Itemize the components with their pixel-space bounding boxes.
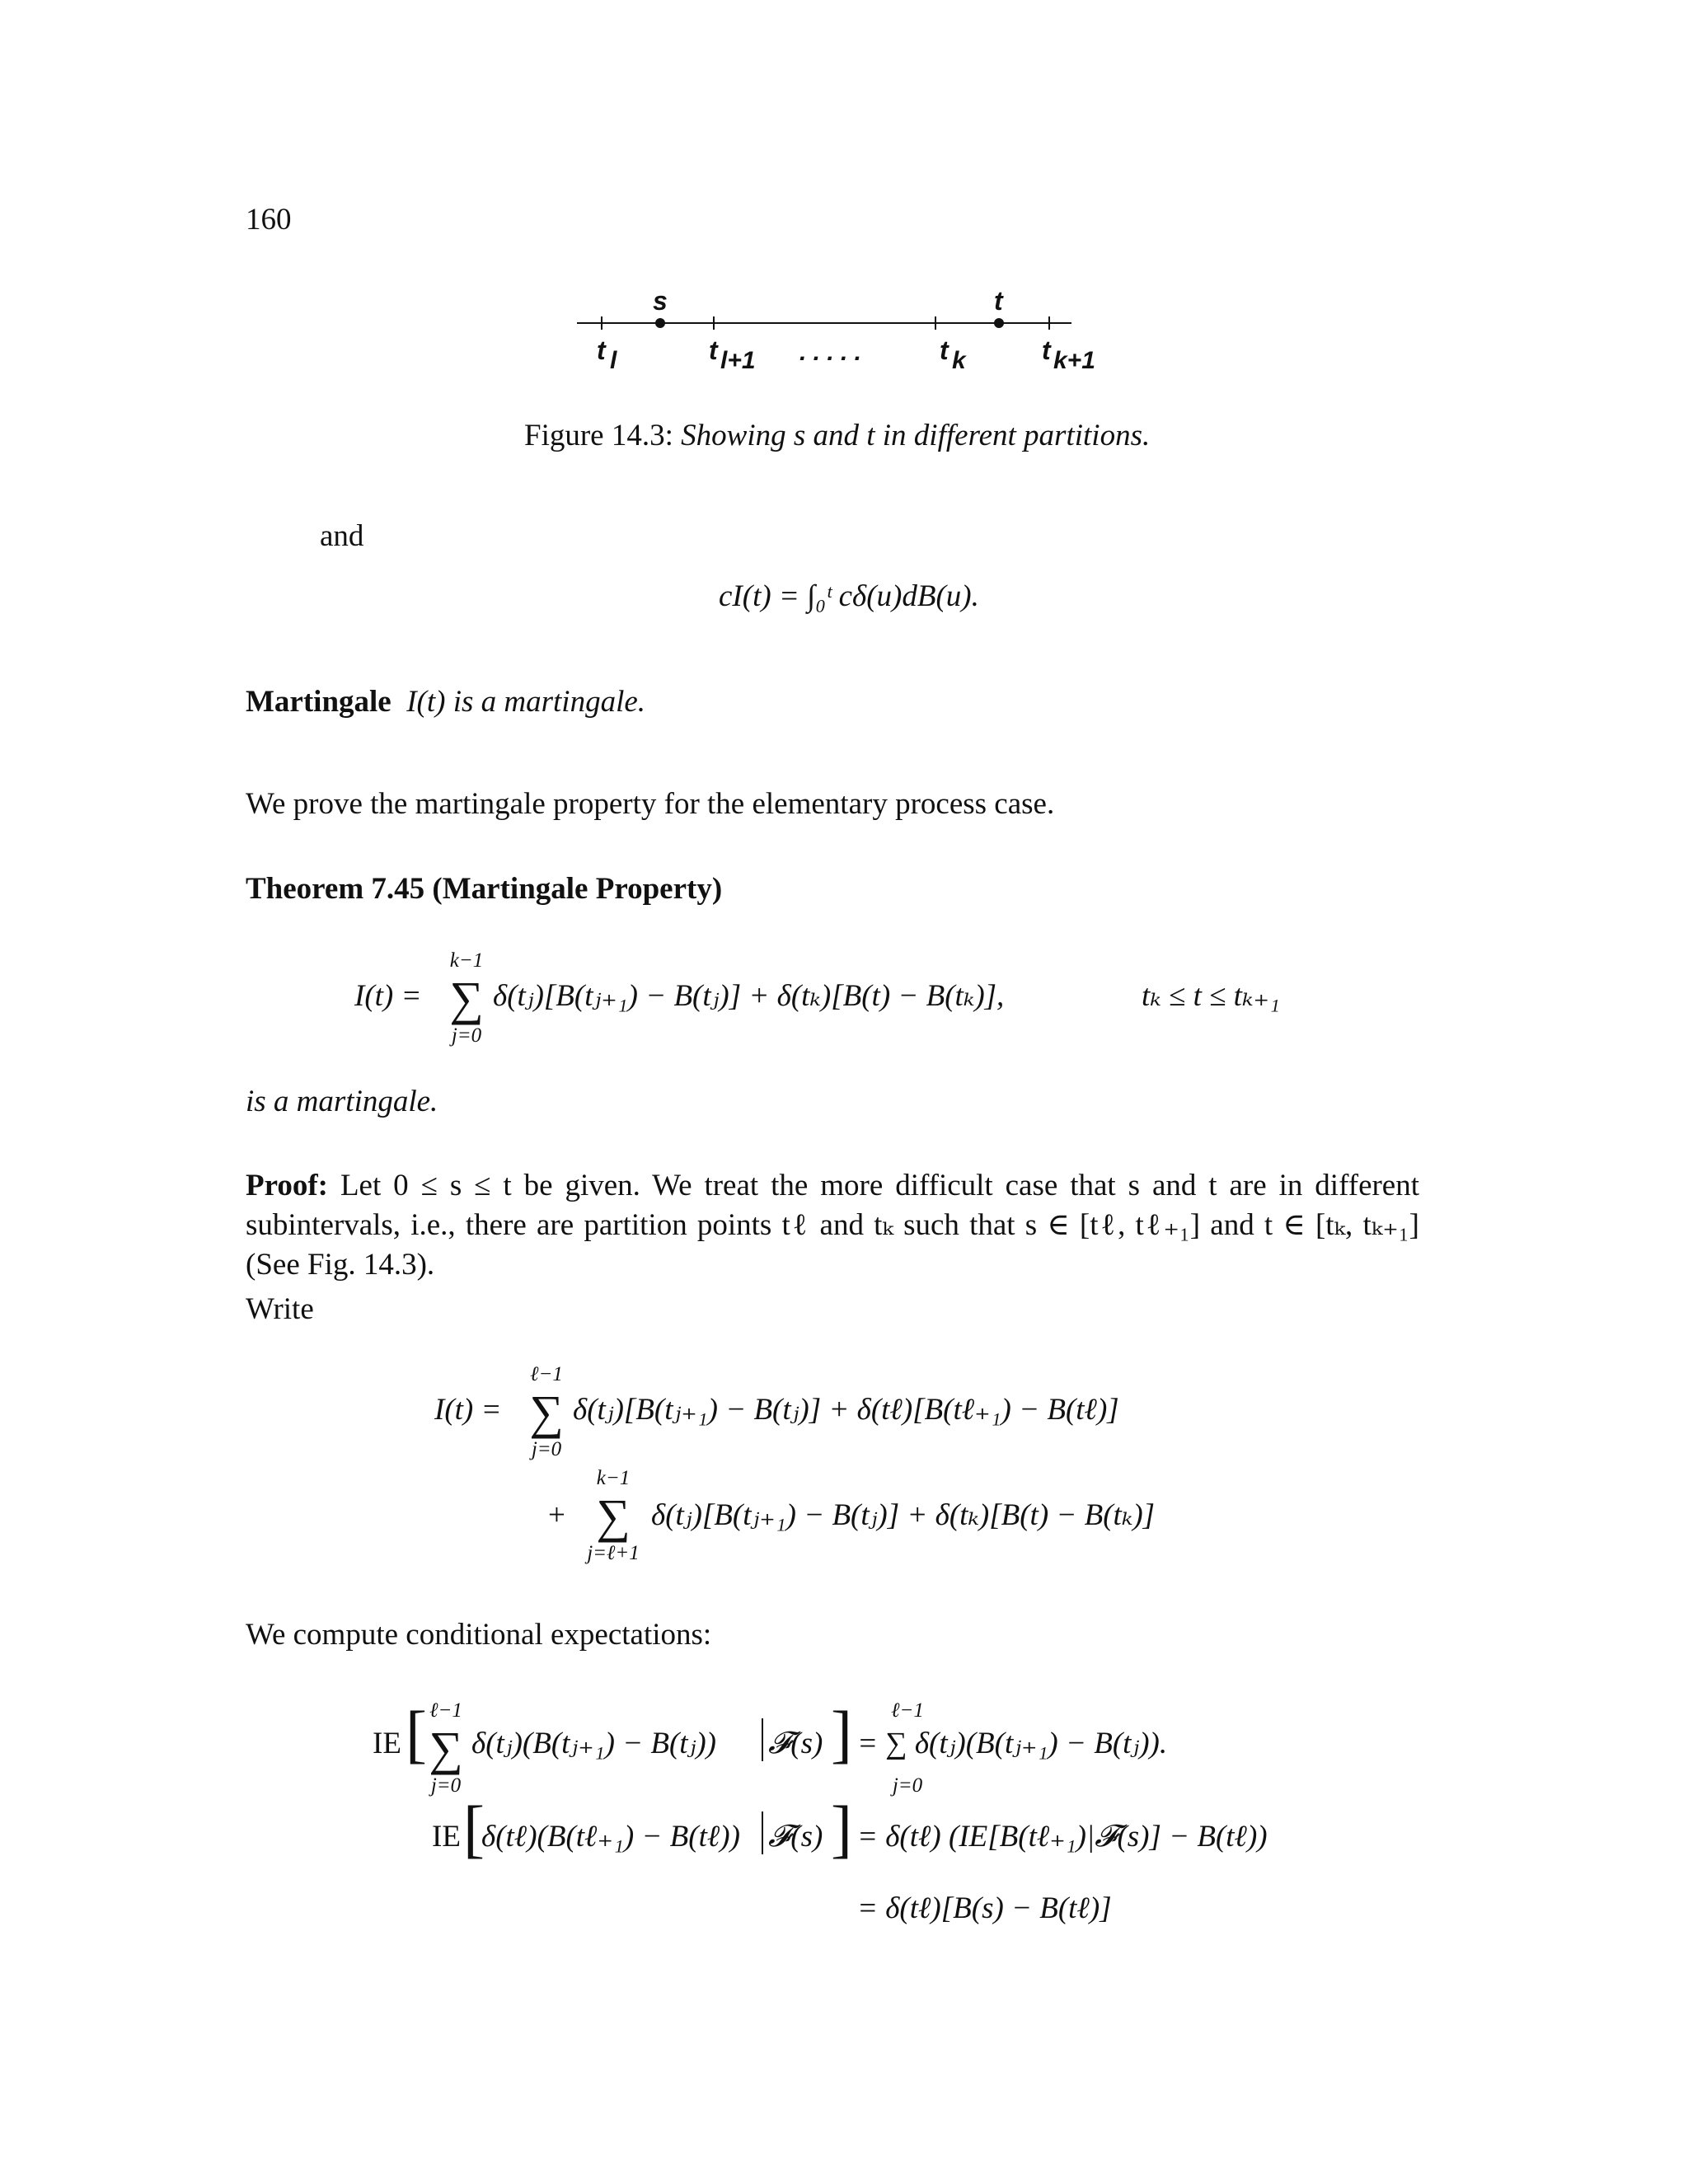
left-bracket: [ [463,1793,485,1864]
write-text: Write [246,1292,314,1326]
tick-label-sub: l+1 [720,347,756,374]
write-line2: δ(tⱼ)[B(tⱼ₊₁) − B(tⱼ)] + δ(tₖ)[B(t) − B(tₖ)] [651,1498,1156,1532]
tick-label-t: t [1042,335,1051,365]
cond-l2-inner: δ(tℓ)(B(tℓ₊₁) − B(tℓ)) [481,1820,740,1854]
tick-label-sub: k [952,347,966,374]
write-sum1 [521,1361,572,1463]
equation-cI: cI(t) = ∫₀ᵗ cδ(u)dB(u). [719,579,979,613]
theorem-conclusion: is a martingale. [246,1085,438,1118]
caption-prefix: Figure 14.3: [524,419,673,452]
cond-l1-rhs: = ∑ δ(tⱼ)(B(tⱼ₊₁) − B(tⱼ)). [857,1727,1168,1760]
left-bracket: [ [406,1698,427,1769]
write-lhs: I(t) = [434,1393,502,1427]
tick-label-t: t [709,335,718,365]
sum-lower-limit: j=ℓ+1 [587,1541,640,1564]
page-number: 160 [246,203,292,237]
theorem-body: δ(tⱼ)[B(tⱼ₊₁) − B(tⱼ)] + δ(tₖ)[B(t) − B(tₖ)], [493,979,1005,1013]
cond-sigma-algebra: 𝓕(s) [768,1820,823,1854]
write-plus: + [548,1498,565,1532]
sum-upper-limit: ℓ−1 [429,1699,462,1722]
ellipsis: . . . . . [799,339,862,366]
write-sum2 [577,1465,649,1567]
sum-upper-limit: k−1 [596,1467,631,1489]
sum-symbol: ∑ [449,971,484,1025]
proof-paragraph [246,1166,1419,1285]
conditional-bar [762,1811,763,1854]
cond-l3-rhs: = δ(tℓ)[B(s) − B(tℓ)] [857,1891,1112,1925]
tick-label-sub: l [610,347,617,374]
conditional-bar [762,1718,763,1761]
theorem-lhs: I(t) = [354,979,422,1013]
point-t-label: t [994,286,1003,316]
figure-caption [524,416,1150,456]
cond-l1-inner: δ(tⱼ)(B(tⱼ₊₁) − B(tⱼ)) [471,1727,716,1760]
sum-upper-limit: k−1 [449,949,484,972]
martingale-statement [246,682,645,722]
sum-lower-limit: j=0 [430,1774,462,1797]
tick-label-sub: k+1 [1053,347,1095,374]
tick-label-t: t [940,335,949,365]
cond-l2-rhs: = δ(tℓ) (IE[B(tℓ₊₁)|𝓕(s)] − B(tℓ)) [857,1820,1268,1854]
right-bracket: ] [831,1698,852,1769]
proof-text: Let 0 ≤ s ≤ t be given. We treat the more difficult case that s and t are in different subintervals, i.e., there are partition points tℓ and tₖ such that s ∈ [tℓ, tℓ₊₁] and t ∈ [tₖ, tₖ₊₁] (See Fig. 14.3). [246,1169,1420,1282]
caption-text: Showing s and t in different partitions. [681,419,1151,452]
point-s-dot [655,318,665,328]
right-bracket: ] [831,1793,852,1864]
theorem-condition: tₖ ≤ t ≤ tₖ₊₁ [1142,979,1280,1013]
sum-upper-limit: ℓ−1 [891,1699,924,1722]
intro-paragraph: We prove the martingale property for the elementary process case. [246,787,1055,821]
sum-upper-limit: ℓ−1 [530,1363,563,1385]
expectation-symbol: IE [373,1727,401,1760]
point-s-label: s [653,286,668,316]
theorem-sum [441,948,492,1049]
cond-sigma-algebra: 𝓕(s) [768,1727,823,1760]
expectation-symbol: IE [432,1820,461,1854]
compute-text: We compute conditional expectations: [246,1618,712,1652]
text-and: and [320,519,364,553]
martingale-text: I(t) is a martingale. [406,685,646,719]
sum-lower-limit: j=0 [892,1774,923,1797]
proof-label: Proof: [246,1169,328,1202]
cond-sum1 [422,1698,470,1799]
martingale-label: Martingale [246,685,392,719]
sum-lower-limit: j=0 [451,1024,482,1047]
tick-label-t: t [597,335,606,365]
sum-symbol: ∑ [429,1721,463,1775]
sum-symbol: ∑ [596,1488,631,1543]
sum-symbol: ∑ [529,1385,564,1439]
write-line1: δ(tⱼ)[B(tⱼ₊₁) − B(tⱼ)] + δ(tℓ)[B(tℓ₊₁) − B(tℓ)] [573,1393,1119,1427]
theorem-title: Theorem 7.45 (Martingale Property) [246,872,723,906]
point-t-dot [994,318,1004,328]
sum-lower-limit: j=0 [531,1437,562,1460]
